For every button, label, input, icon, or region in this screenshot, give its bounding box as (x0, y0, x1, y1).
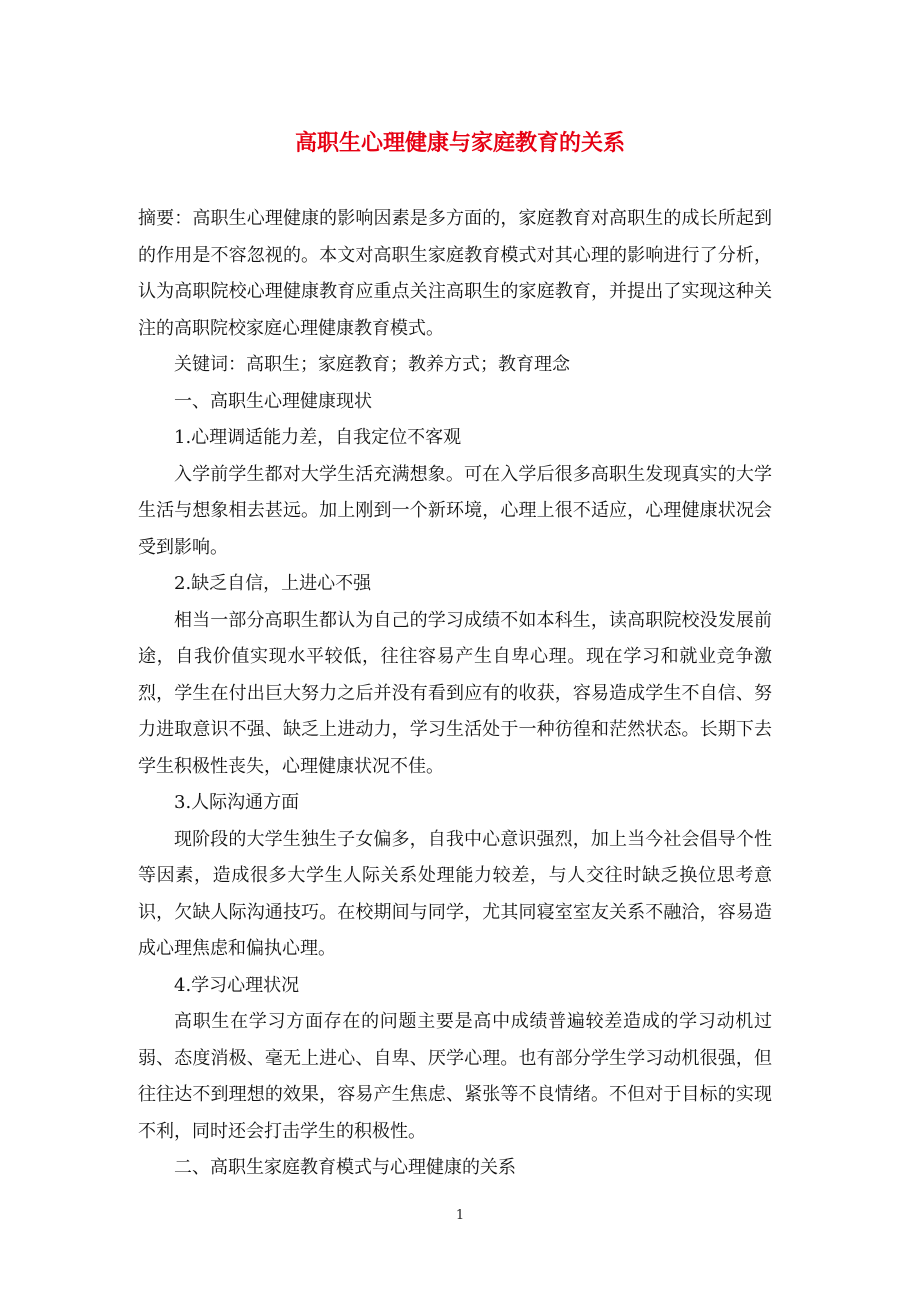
body-paragraph: 现阶段的大学生独生子女偏多，自我中心意识强烈，加上当今社会倡导个性等因素，造成很多大学生人际关系处理能力较差，与人交往时缺乏换位思考意识，欠缺人际沟通技巧。在校期间与同学，尤其同寝室室友关系不融洽，容易造成心理焦虑和偏执心理。 (138, 828, 772, 959)
subsection-heading: 3.人际沟通方面 (174, 792, 300, 813)
body-paragraph: 高职生在学习方面存在的问题主要是高中成绩普遍较差造成的学习动机过弱、态度消极、毫无上进心、自卑、厌学心理。也有部分学生学习动机很强，但往往达不到理想的效果，容易产生焦虑、紧张等不良情绪。不但对于目标的实现不利，同时还会打击学生的积极性。 (138, 1011, 772, 1142)
section-heading: 一、高职生心理健康现状 (174, 390, 372, 412)
document-body (138, 201, 772, 1187)
subsection-heading: 1.心理调适能力差，自我定位不客观 (174, 427, 462, 448)
section-heading: 二、高职生家庭教育模式与心理健康的关系 (174, 1157, 516, 1178)
abstract-paragraph: 摘要：高职生心理健康的影响因素是多方面的，家庭教育对高职生的成长所起到的作用是不容忽视的。本文对高职生家庭教育模式对其心理的影响进行了分析，认为高职院校心理健康教育应重点关注高职生的家庭教育，并提出了实现这种关注的高职院校家庭心理健康教育模式。 (138, 208, 772, 339)
body-paragraph: 相当一部分高职生都认为自己的学习成绩不如本科生，读高职院校没发展前途，自我价值实现水平较低，往往容易产生自卑心理。现在学习和就业竞争激烈，学生在付出巨大努力之后并没有看到应有的收获，容易造成学生不自信、努力进取意识不强、缺乏上进动力，学习生活处于一种彷徨和茫然状态。长期下去学生积极性丧失，心理健康状况不佳。 (138, 609, 772, 777)
document-title: 高职生心理健康与家庭教育的关系 (294, 130, 625, 156)
subsection-heading: 4.学习心理状况 (174, 974, 300, 996)
page-number: 1 (455, 1208, 465, 1223)
subsection-heading: 2.缺乏自信，上进心不强 (174, 573, 372, 594)
body-paragraph: 入学前学生都对大学生活充满想象。可在入学后很多高职生发现真实的大学生活与想象相去甚远。加上刚到一个新环境，心理上很不适应，心理健康状况会受到影响。 (138, 463, 772, 558)
keywords: 关键词：高职生；家庭教育；教养方式；教育理念 (174, 354, 570, 375)
